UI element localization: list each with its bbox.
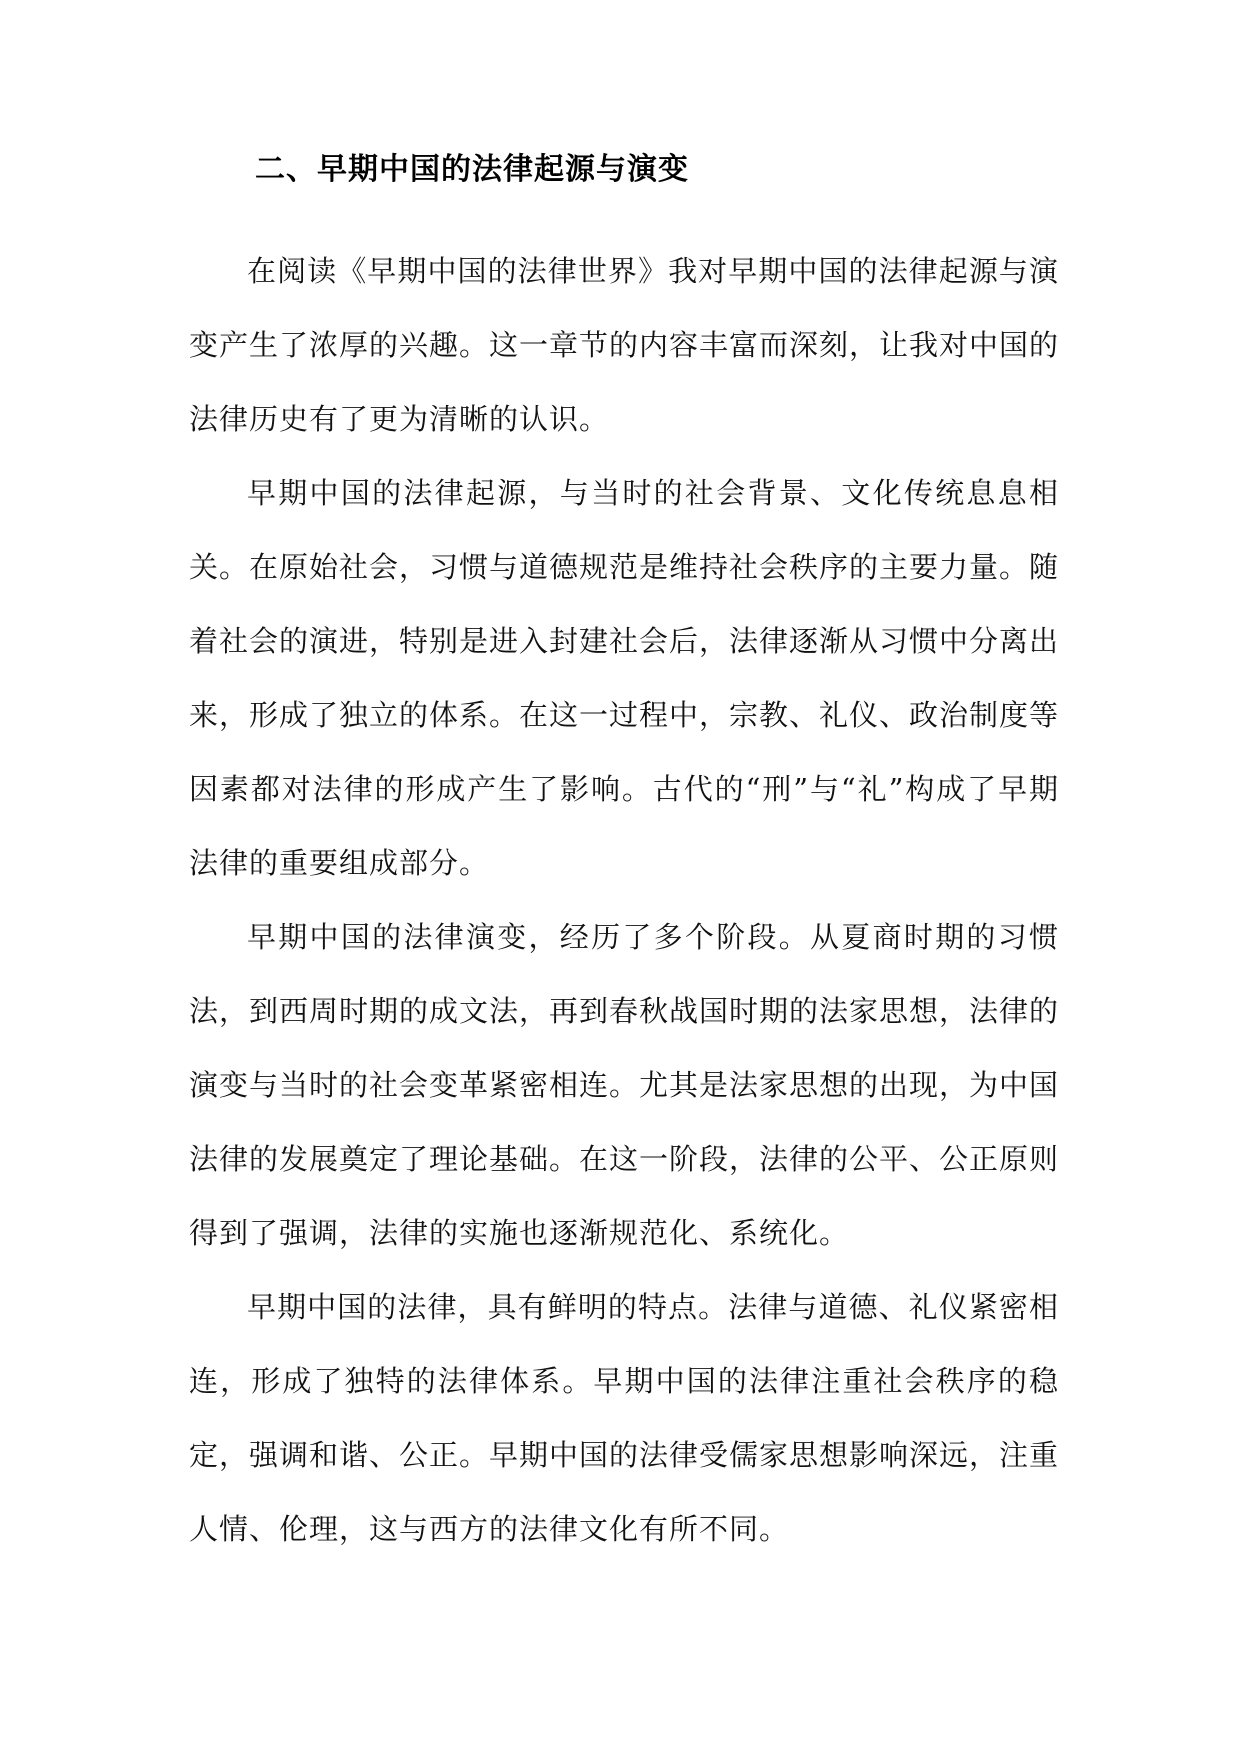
paragraph-characteristics: 早期中国的法律，具有鲜明的特点。法律与道德、礼仪紧密相连，形成了独特的法律体系。早期中国的法律注重社会秩序的稳定，强调和谐、公正。早期中国的法律受儒家思想影响深远，注重人情、伦理，这与西方的法律文化有所不同。 bbox=[189, 1290, 1060, 1546]
section-heading: 二、早期中国的法律起源与演变 bbox=[255, 152, 689, 187]
paragraph-evolution: 早期中国的法律演变，经历了多个阶段。从夏商时期的习惯法，到西周时期的成文法，再到春秋战国时期的法家思想，法律的演变与当时的社会变革紧密相连。尤其是法家思想的出现，为中国法律的发展奠定了理论基础。在这一阶段，法律的公平、公正原则得到了强调，法律的实施也逐渐规范化、系统化。 bbox=[189, 920, 1060, 1250]
paragraph-origin: 早期中国的法律起源，与当时的社会背景、文化传统息息相关。在原始社会，习惯与道德规范是维持社会秩序的主要力量。随着社会的演进，特别是进入封建社会后，法律逐渐从习惯中分离出来，形成了独立的体系。在这一过程中，宗教、礼仪、政治制度等因素都对法律的形成产生了影响。古代的“刑”与“礼”构成了早期法律的重要组成部分。 bbox=[189, 476, 1060, 880]
document-body bbox=[189, 146, 1059, 1566]
paragraph-intro: 在阅读《早期中国的法律世界》我对早期中国的法律起源与演变产生了浓厚的兴趣。这一章节的内容丰富而深刻，让我对中国的法律历史有了更为清晰的认识。 bbox=[189, 254, 1060, 436]
